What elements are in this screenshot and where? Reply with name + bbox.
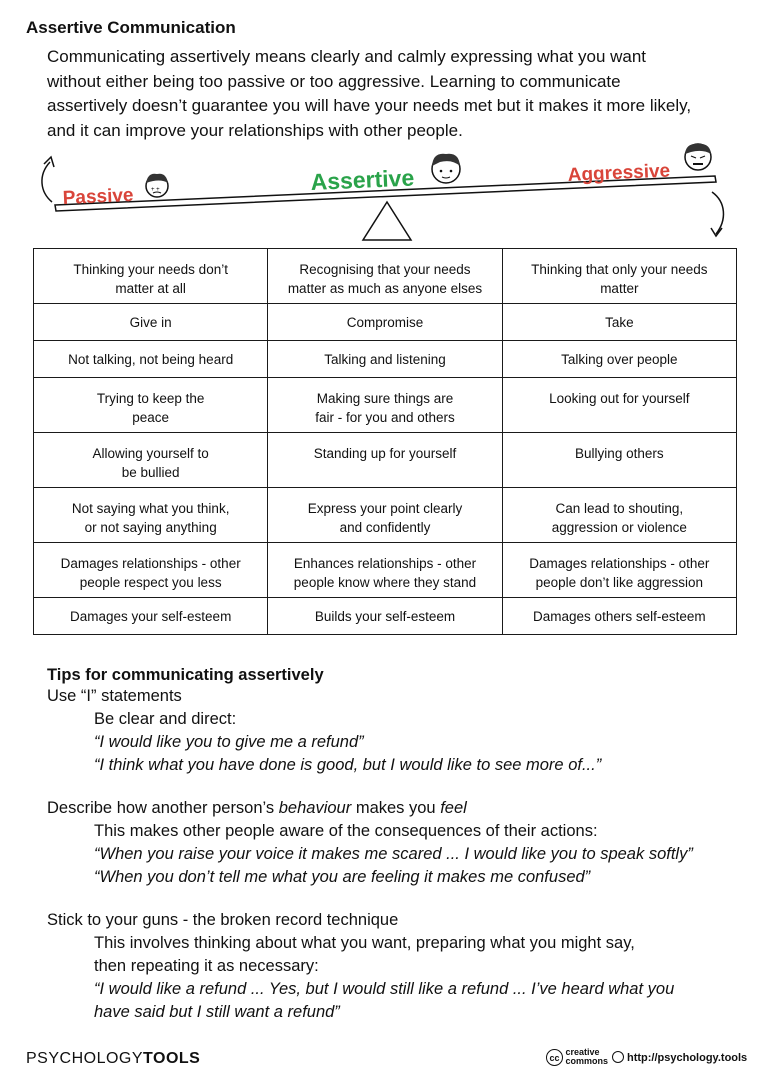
aggressive-label: Aggressive <box>567 160 671 186</box>
table-row <box>34 249 737 304</box>
tip-example: “I would like you to give me a refund” <box>94 733 364 751</box>
table-cell: Damages others self-esteem <box>502 598 736 635</box>
table-row <box>34 304 737 341</box>
tip-example: “I would like a refund ... Yes, but I would still like a refund ... I’ve heard what you <box>94 980 675 998</box>
table-cell: Making sure things are fair - for you and others <box>268 378 502 433</box>
table-cell: Give in <box>34 304 268 341</box>
passive-face-icon <box>146 174 168 197</box>
creative-commons-badge: cc creative commons <box>546 1048 608 1066</box>
assertive-face-icon <box>432 154 460 183</box>
tip-example: “I think what you have done is good, but I would like to see more of...” <box>94 756 602 774</box>
table-cell: Talking over people <box>502 341 736 378</box>
assertive-label: Assertive <box>310 164 415 195</box>
tip-example: “When you don’t tell me what you are feeling it makes me confused” <box>94 868 591 886</box>
passive-label: Passive <box>62 184 134 209</box>
table-row <box>34 488 737 543</box>
svg-text:+ +: + + <box>151 187 160 193</box>
creative-commons-icon: cc <box>546 1049 563 1066</box>
intro-paragraph <box>47 45 752 143</box>
globe-icon <box>612 1051 624 1063</box>
footer-url[interactable]: http://psychology.tools <box>612 1051 747 1064</box>
table-cell: Trying to keep the peace <box>34 378 268 433</box>
tips-heading: Tips for communicating assertively <box>47 666 324 684</box>
table-cell: Bullying others <box>502 433 736 488</box>
table-row <box>34 341 737 378</box>
balance-scale-illustration <box>0 140 768 250</box>
tip-title: Stick to your guns - the broken record technique <box>47 911 399 929</box>
tip-example: “When you raise your voice it makes me scared ... I would like you to speak softly” <box>94 845 693 863</box>
tip-title: Describe how another person’s behaviour makes you feel <box>47 799 467 817</box>
table-row <box>34 543 737 598</box>
table-cell: Damages relationships - other people don’t like aggression <box>502 543 736 598</box>
table-row <box>34 433 737 488</box>
table-row <box>34 378 737 433</box>
tip-description: Be clear and direct: <box>94 710 237 728</box>
table-cell: Not saying what you think, or not saying anything <box>34 488 268 543</box>
table-cell: Thinking that only your needs matter <box>502 249 736 304</box>
table-cell: Recognising that your needs matter as much as anyone elses <box>268 249 502 304</box>
page-title: Assertive Communication <box>26 18 236 37</box>
aggressive-face-icon <box>685 144 711 170</box>
scale-fulcrum <box>363 202 411 240</box>
tip-example: have said but I still want a refund” <box>94 1003 340 1021</box>
right-down-arrow-icon <box>712 192 723 234</box>
table-cell: Express your point clearly and confidently <box>268 488 502 543</box>
tip-description: This involves thinking about what you want, preparing what you might say, <box>94 934 635 952</box>
tip-title: Use “I” statements <box>47 687 182 705</box>
intro-line: and it can improve your relationships with other people. <box>47 120 463 140</box>
table-cell: Can lead to shouting, aggression or violence <box>502 488 736 543</box>
table-cell: Allowing yourself to be bullied <box>34 433 268 488</box>
table-row <box>34 598 737 635</box>
table-cell: Standing up for yourself <box>268 433 502 488</box>
table-cell: Enhances relationships - other people know where they stand <box>268 543 502 598</box>
intro-line: without either being too passive or too aggressive. Learning to communicate <box>47 71 621 91</box>
psychology-tools-logo: PSYCHOLOGYTOOLS <box>26 1050 201 1067</box>
table-cell: Thinking your needs don’t matter at all <box>34 249 268 304</box>
tips-section <box>47 665 747 1024</box>
table-cell: Take <box>502 304 736 341</box>
table-cell: Damages your self-esteem <box>34 598 268 635</box>
table-cell: Looking out for yourself <box>502 378 736 433</box>
left-up-arrow-icon <box>42 162 52 202</box>
intro-line: assertively doesn’t guarantee you will have your needs met but it makes it more likely, <box>47 96 692 115</box>
table-cell: Damages relationships - other people respect you less <box>34 543 268 598</box>
table-cell: Talking and listening <box>268 341 502 378</box>
tip-description: then repeating it as necessary: <box>94 957 319 975</box>
table-cell: Builds your self-esteem <box>268 598 502 635</box>
tip-description: This makes other people aware of the consequences of their actions: <box>94 822 598 840</box>
table-cell: Not talking, not being heard <box>34 341 268 378</box>
intro-line: Communicating assertively means clearly and calmly expressing what you want <box>47 47 647 66</box>
table-cell: Compromise <box>268 304 502 341</box>
comparison-table <box>33 248 737 635</box>
